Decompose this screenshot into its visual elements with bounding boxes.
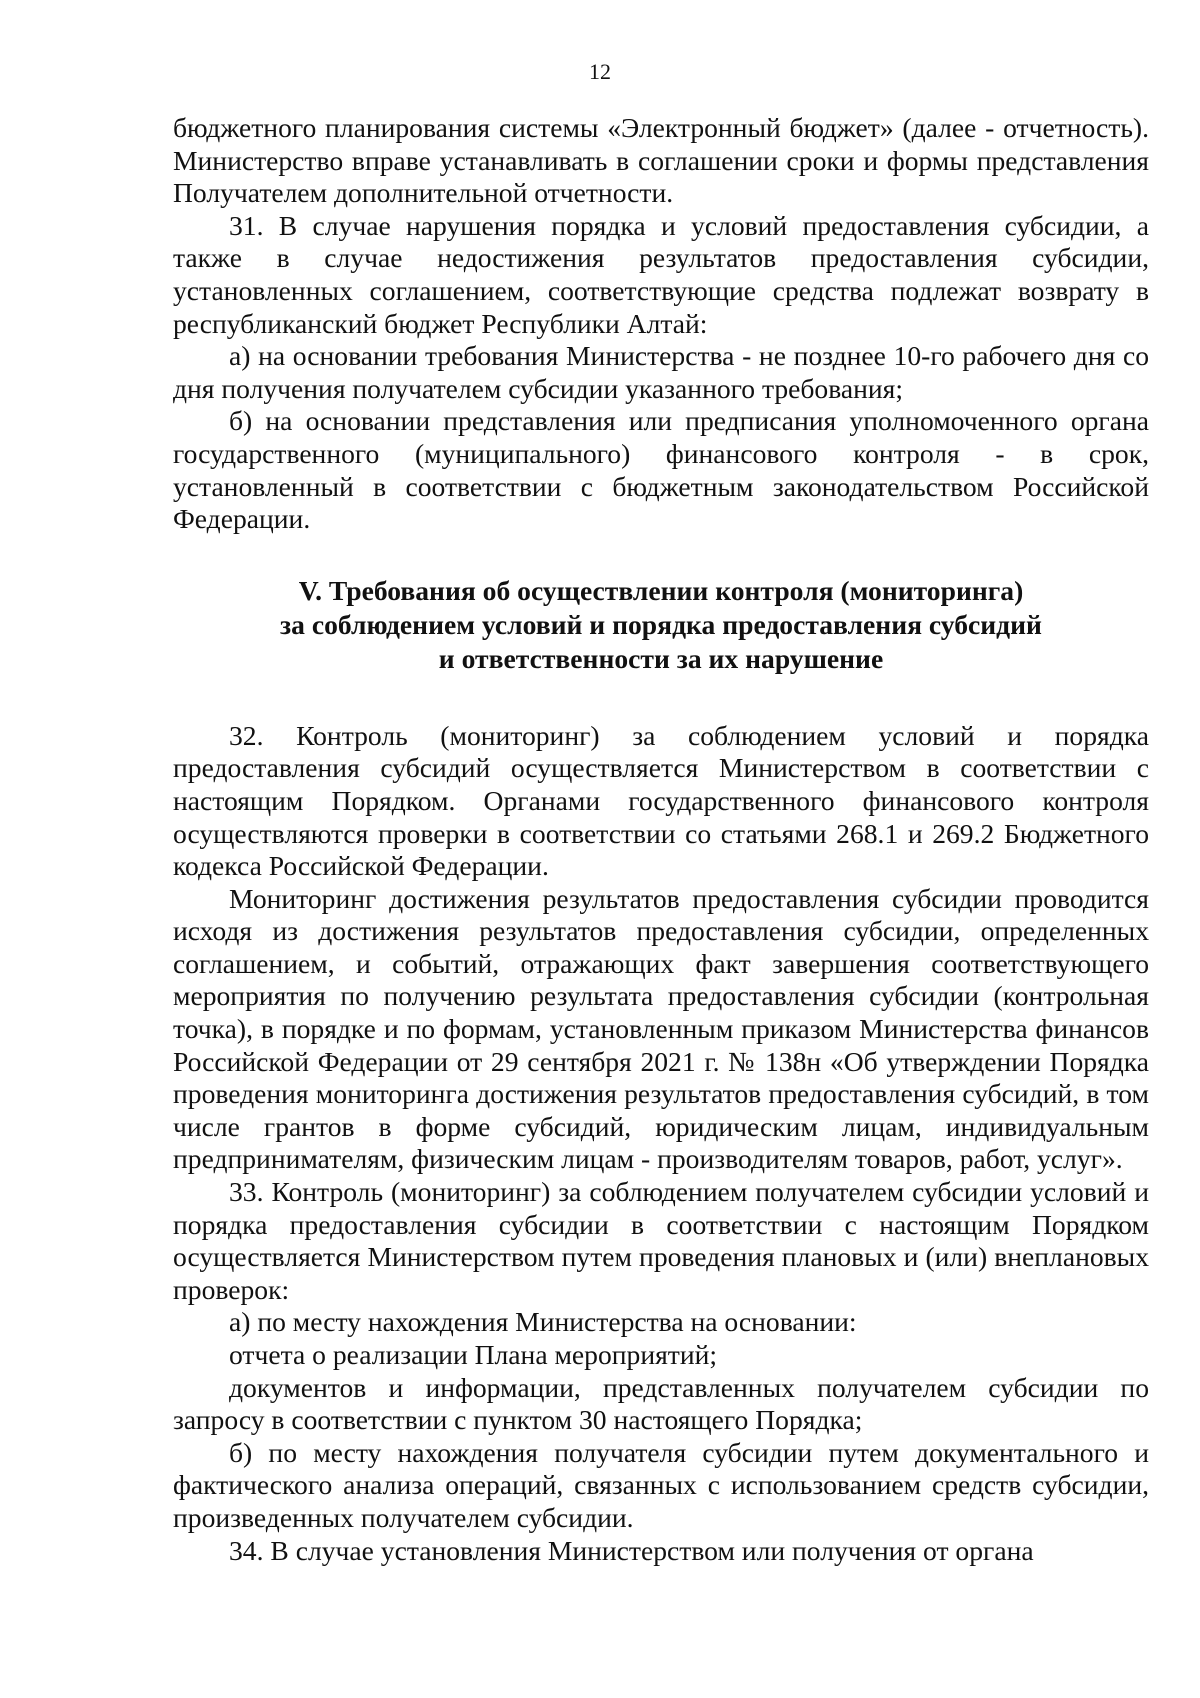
paragraph-33: 33. Контроль (мониторинг) за соблюдением получателем субсидии условий и порядка предоставления субсидии в соответствии с настоящим Порядком осуществляется Министерством путем проведения плановых и (или) внеплановых проверок: xyxy=(173,1176,1149,1305)
paragraph-32: 32. Контроль (мониторинг) за соблюдением условий и порядка предоставления субсидий осуществляется Министерством в соответствии с настоящим Порядком. Органами государственного финансового контроля осуществляются проверки в соответствии со статьями 268.1 и 269.2 Бюджетного кодекса Российской Федерации. xyxy=(173,719,1149,882)
paragraph-31: 31. В случае нарушения порядка и условий предоставления субсидии, а также в случае недостижения результатов предоставления субсидии, установленных соглашением, соответствующие средства подлежат возврату в республиканский бюджет Республики Алтай: xyxy=(173,209,1149,339)
section-heading-line-2: за соблюдением условий и порядка предоставления субсидий xyxy=(280,608,1042,640)
document-body xyxy=(173,112,1149,1567)
paragraph-34: 34. В случае установления Министерством или получения от органа xyxy=(229,1534,1034,1566)
paragraph-33-a: а) по месту нахождения Министерства на основании: xyxy=(229,1306,857,1338)
page-number: 12 xyxy=(589,59,611,84)
paragraph-33-b: б) по месту нахождения получателя субсидии путем документального и фактического анализа операций, связанных с использованием средств субсидии, произведенных получателем субсидии. xyxy=(173,1436,1149,1533)
paragraph-31-a: а) на основании требования Министерства - не позднее 10-го рабочего дня со дня получения получателем субсидии указанного требования; xyxy=(173,340,1149,404)
paragraph-monitoring: Мониторинг достижения результатов предоставления субсидии проводится исходя из достижения результатов предоставления субсидии, определенных соглашением, и событий, отражающих факт завершения соответствующего мероприятия по получению результата предоставления субсидии (контрольная точка), в порядке и по формам, установленным приказом Министерства финансов Российской Федерации от 29 сентября 2021 г. № 138н «Об утверждении Порядка проведения мониторинга достижения результатов предоставления субсидий, в том числе грантов в форме субсидий, юридическим лицам, индивидуальным предпринимателям, физическим лицам - производителям товаров, работ, услуг». xyxy=(173,882,1149,1175)
section-heading-line-1: V. Требования об осуществлении контроля (мониторинга) xyxy=(298,574,1024,606)
paragraph-31-b: б) на основании представления или предписания уполномоченного органа государственного (муниципального) финансового контроля - в срок, установленный в соответствии с бюджетным законодательством Российской Федерации. xyxy=(173,405,1149,535)
paragraph-33-a-item-1: отчета о реализации Плана мероприятий; xyxy=(229,1339,718,1370)
section-heading-line-3: и ответственности за их нарушение xyxy=(438,642,884,674)
paragraph-continuation: бюджетного планирования системы «Электронный бюджет» (далее - отчетность). Министерство вправе устанавливать в соглашении сроки и формы представления Получателем дополнительной отчетности. xyxy=(173,112,1149,209)
paragraph-33-a-item-2: документов и информации, представленных получателем субсидии по запросу в соответствии с пунктом 30 настоящего Порядка; xyxy=(173,1371,1149,1436)
section-heading xyxy=(173,574,1149,676)
